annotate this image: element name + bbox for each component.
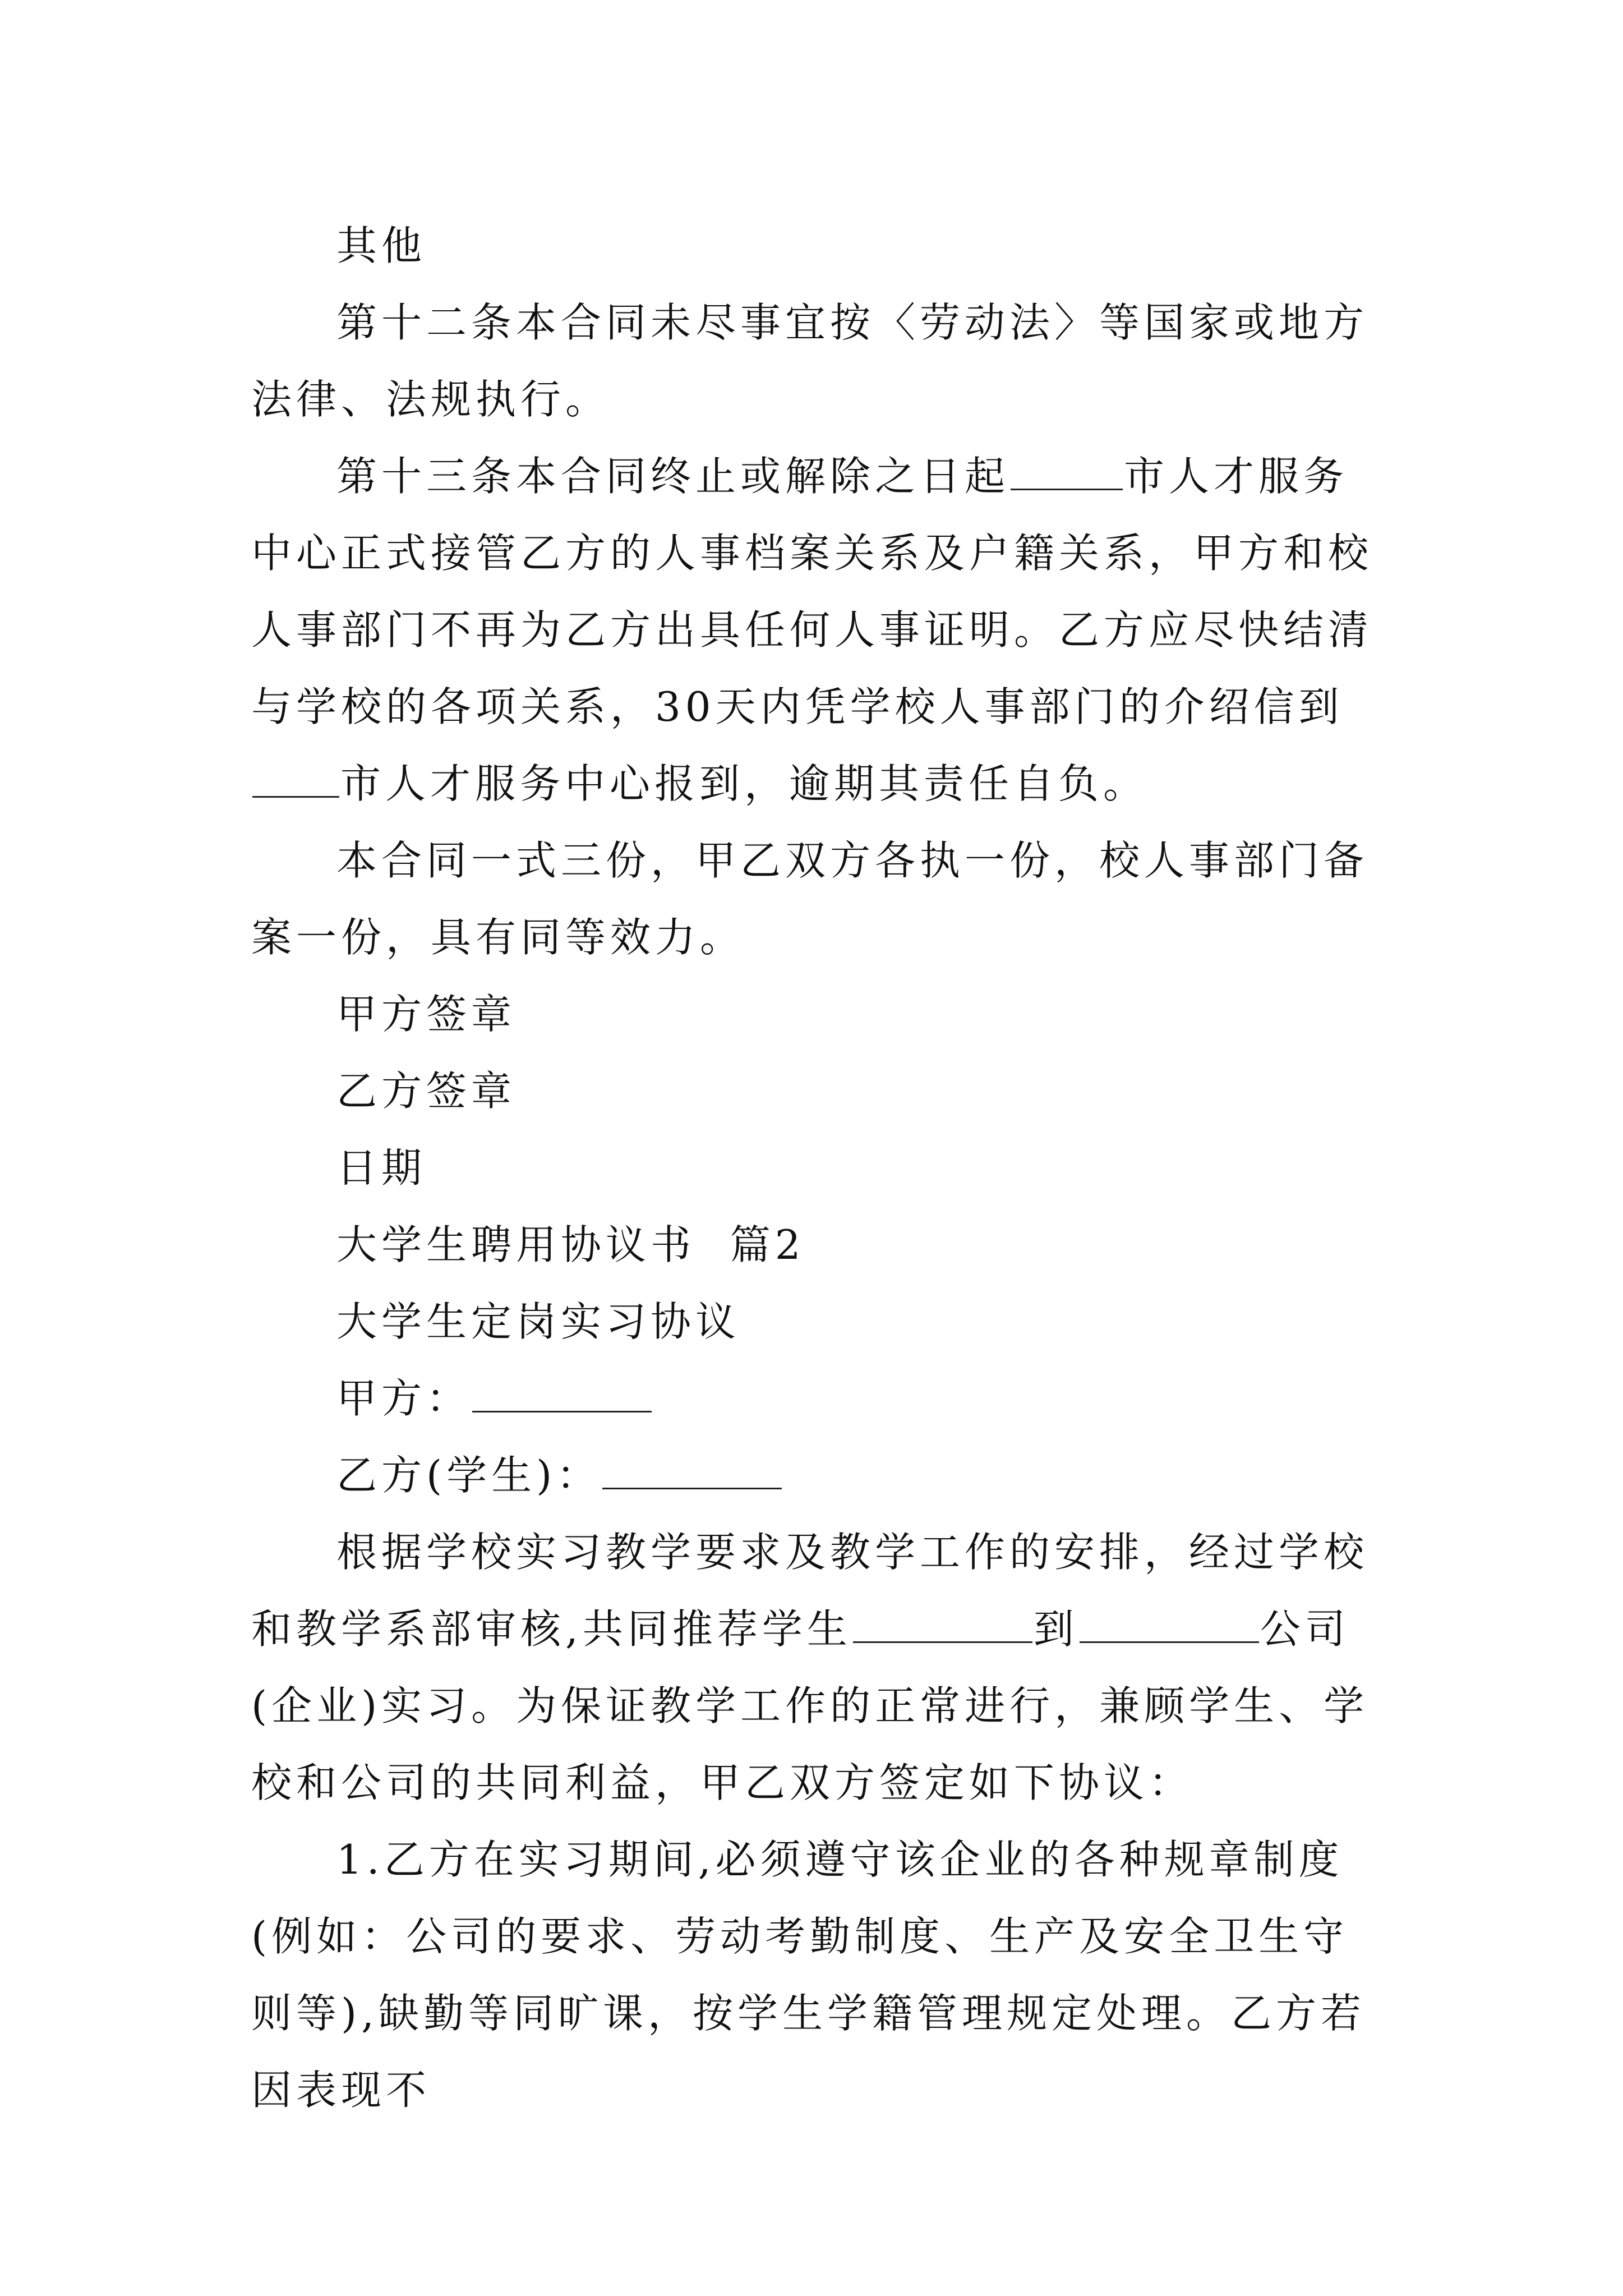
party-a-line [251,1360,1378,1437]
article-12 [251,284,1378,438]
text-section-title-2: 大学生聘用协议书 篇2 [336,1221,805,1268]
text-intro-a: 根据学校实习教学要求及教学工作的安排，经过学校和教学系部审核,共同推荐学生 [251,1529,1369,1653]
text-clause-1: 1.乙方在实习期间,必须遵守该企业的各种规章制度(例如：公司的要求、劳动考勤制度、生产及安全卫生守则等),缺勤等同旷课，按学生学籍管理规定处理。乙方若因表现不 [251,1836,1366,2114]
text-agreement-subtitle: 大学生定岗实习协议 [336,1298,741,1345]
text-party-a-signature: 甲方签章 [336,991,517,1038]
text-other: 其他 [336,222,427,269]
section-title-2 [251,1207,1378,1283]
text-article-12: 第十二条本合同未尽事宜按〈劳动法〉等国家或地方法律、法规执行。 [251,299,1369,423]
heading-other [251,208,1378,284]
blank-party-a [472,1376,652,1412]
intro-paragraph [251,1514,1378,1821]
copies-clause [251,822,1378,976]
text-party-a: 甲方： [336,1375,472,1422]
text-party-b: 乙方(学生)： [336,1452,602,1499]
text-copies: 本合同一式三份，甲乙双方各执一份，校人事部门备案一份，具有同等效力。 [251,837,1369,961]
text-party-b-signature: 乙方签章 [336,1068,517,1115]
text-article-13-a: 第十三条本合同终止或解除之日起 [336,453,1010,500]
text-article-13-b: 市人才服务中心正式接管乙方的人事档案关系及户籍关系，甲方和校人事部门不再为乙方出具任何人事证明。乙方应尽快结清与学校的各项关系，30天内凭学校人事部门的介绍信到 [251,453,1373,730]
agreement-subtitle [251,1283,1378,1360]
party-b-line [251,1437,1378,1514]
party-b-signature [251,1053,1378,1130]
text-article-13-c: 市人才服务中心报到，逾期其责任自负。 [340,760,1149,807]
blank-company-name [1080,1607,1259,1643]
date-line [251,1130,1378,1207]
clause-1 [251,1821,1378,2129]
blank-party-b [602,1453,782,1489]
text-date: 日期 [336,1144,427,1191]
text-intro-b: 到 [1033,1605,1078,1653]
blank-city-2 [252,761,339,798]
document-body [251,208,1378,2129]
article-13 [251,438,1378,822]
party-a-signature [251,976,1378,1053]
text-intro-c: 公司(企业)实习。为保证教学工作的正常进行，兼顾学生、学校和公司的共同利益，甲乙双方签定如下协议： [251,1605,1369,1806]
blank-city-1 [1011,454,1123,490]
blank-student-name [853,1607,1032,1643]
